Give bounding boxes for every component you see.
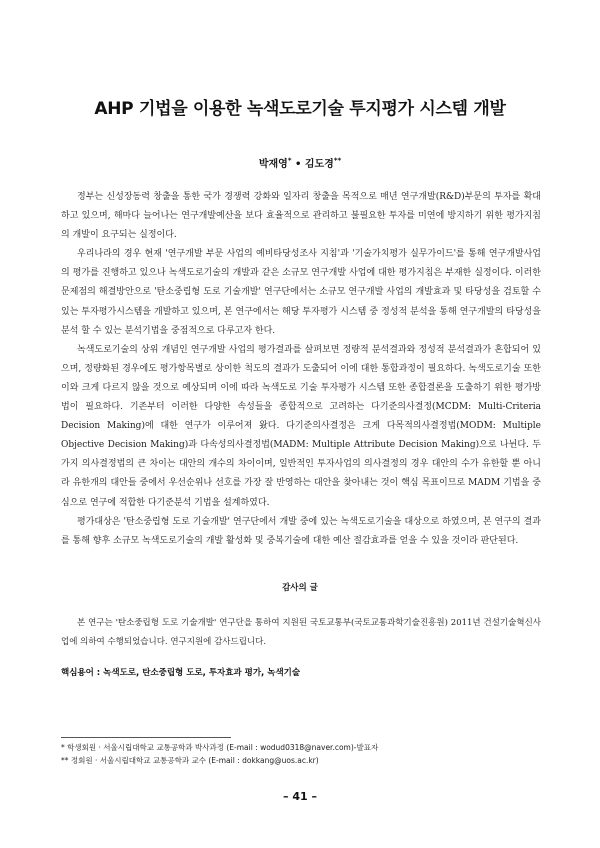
abstract-paragraph: 평가대상은 '탄소중립형 도로 기술개발' 연구단에서 개발 중에 있는 녹색도로기술을 대상으로 하였으며, 본 연구의 결과를 통해 향후 소규모 녹색도로기술의 개발 활성화 및 중복기술에 대한 예산 절감효과를 얻을 수 있을 것이라 판단된다. <box>61 516 541 546</box>
abstract-body <box>61 188 541 551</box>
abstract-paragraph: 정부는 신성장동력 창출을 통한 국가 경쟁력 강화와 일자리 창출을 목적으로 매년 연구개발(R&D)부문의 투자를 확대하고 있으며, 해마다 늘어나는 연구개발예산을 보다 효율적으로 관리하고 불필요한 투자를 미연에 방지하기 위한 평가지침의 개발이 요구되는 실정이다. <box>61 192 541 241</box>
paper-title: AHP 기법을 이용한 녹색도로기술 투지평가 시스템 개발 <box>94 99 506 119</box>
author-name: 박재영 <box>258 159 288 170</box>
author-mark: * <box>287 156 292 165</box>
acknowledgment-heading: 감사의 글 <box>282 583 318 593</box>
footnote-divider <box>61 737 231 738</box>
abstract-paragraph: 우리나라의 경우 현재 '연구개발 부문 사업의 예비타당성조사 지침'과 '기술가치평가 실무가이드'를 통해 연구개발사업의 평가를 진행하고 있으나 녹색도로기술의 개발과 같은 소규모 연구개발 사업에 대한 평가지침은 부재한 실정이다. 이러한 문제점의 해결방안으로 '탄소중립형 도로 기술개발' 연구단에서는 소규모 연구개발 사업의 개발효과 및 타당성을 검토할 수 있는 투자평가시스템을 개발하고 있으며, 본 연구에서는 해당 투자평가 시스템 중 정성적 분석을 통해 연구개발의 타당성을 분석 할 수 있는 분석기법을 중점적으로 다루고자 한다. <box>61 249 541 336</box>
keywords-line: 핵심용어 : 녹색도로, 탄소중립형 도로, 투자효과 평가, 녹색기술 <box>61 668 301 678</box>
author-line <box>0 155 600 170</box>
acknowledgment-body <box>61 614 541 652</box>
footnote: * 학생회원 · 서울시립대학교 교통공학과 박사과정 (E-mail : wodud0318@naver.com)-발표자 <box>61 743 379 752</box>
acknowledgment-text: 본 연구는 '탄소중립형 도로 기술개발' 연구단을 통하여 지원된 국토교통부(국토교통과학기술진흥원) 2011년 건설기술혁신사업에 의하여 수행되었습니다. 연구지원에 감사드립니다. <box>61 618 541 647</box>
author-mark: ** <box>333 156 342 165</box>
footnote: ** 정회원 · 서울시립대학교 교통공학과 교수 (E-mail : dokkang@uos.ac.kr) <box>61 756 319 765</box>
author-name: 김도경 <box>304 159 334 170</box>
author-separator: • <box>291 159 305 170</box>
abstract-paragraph: 녹색도로기술의 상위 개념인 연구개발 사업의 평가결과를 살펴보면 정량적 분석결과와 정성적 분석결과가 혼합되어 있으며, 정량화된 경우에도 평가항목별로 상이한 척도의 결과가 도출되어 이에 대한 통합과정이 필요하다. 녹색도로기술 또한 이와 크게 다르지 않을 것으로 예상되며 이에 따라 녹색도로 기술 투자평가 시스템 또한 종합결론을 도출하기 위한 평가방법이 필요하다. 기존부터 이러한 다양한 속성들을 종합적으로 고려하는 다기준의사결정(MCDM: Multi-Criteria Decision Making)에 대한 연구가 이루어져 왔다. 다기준의사결정은 크게 다목적의사결정법(MODM: Multiple Objective Decision Making)과 다속성의사결정법(MADM: Multiple Attribute Decision Making)으로 나뉜다. 두 가지 의사결정법의 큰 차이는 대안의 개수의 차이이며, 일반적인 투자사업의 의사결정의 경우 대안의 수가 유한할 뿐 아니라 유한개의 대안들 중에서 우선순위나 선호를 가장 잘 반영하는 대안을 찾아내는 것이 핵심 목표이므로 MADM 기법을 중심으로 연구에 적합한 다기준분석 기법을 설계하였다. <box>61 344 541 508</box>
page-number: – 41 – <box>283 790 317 803</box>
